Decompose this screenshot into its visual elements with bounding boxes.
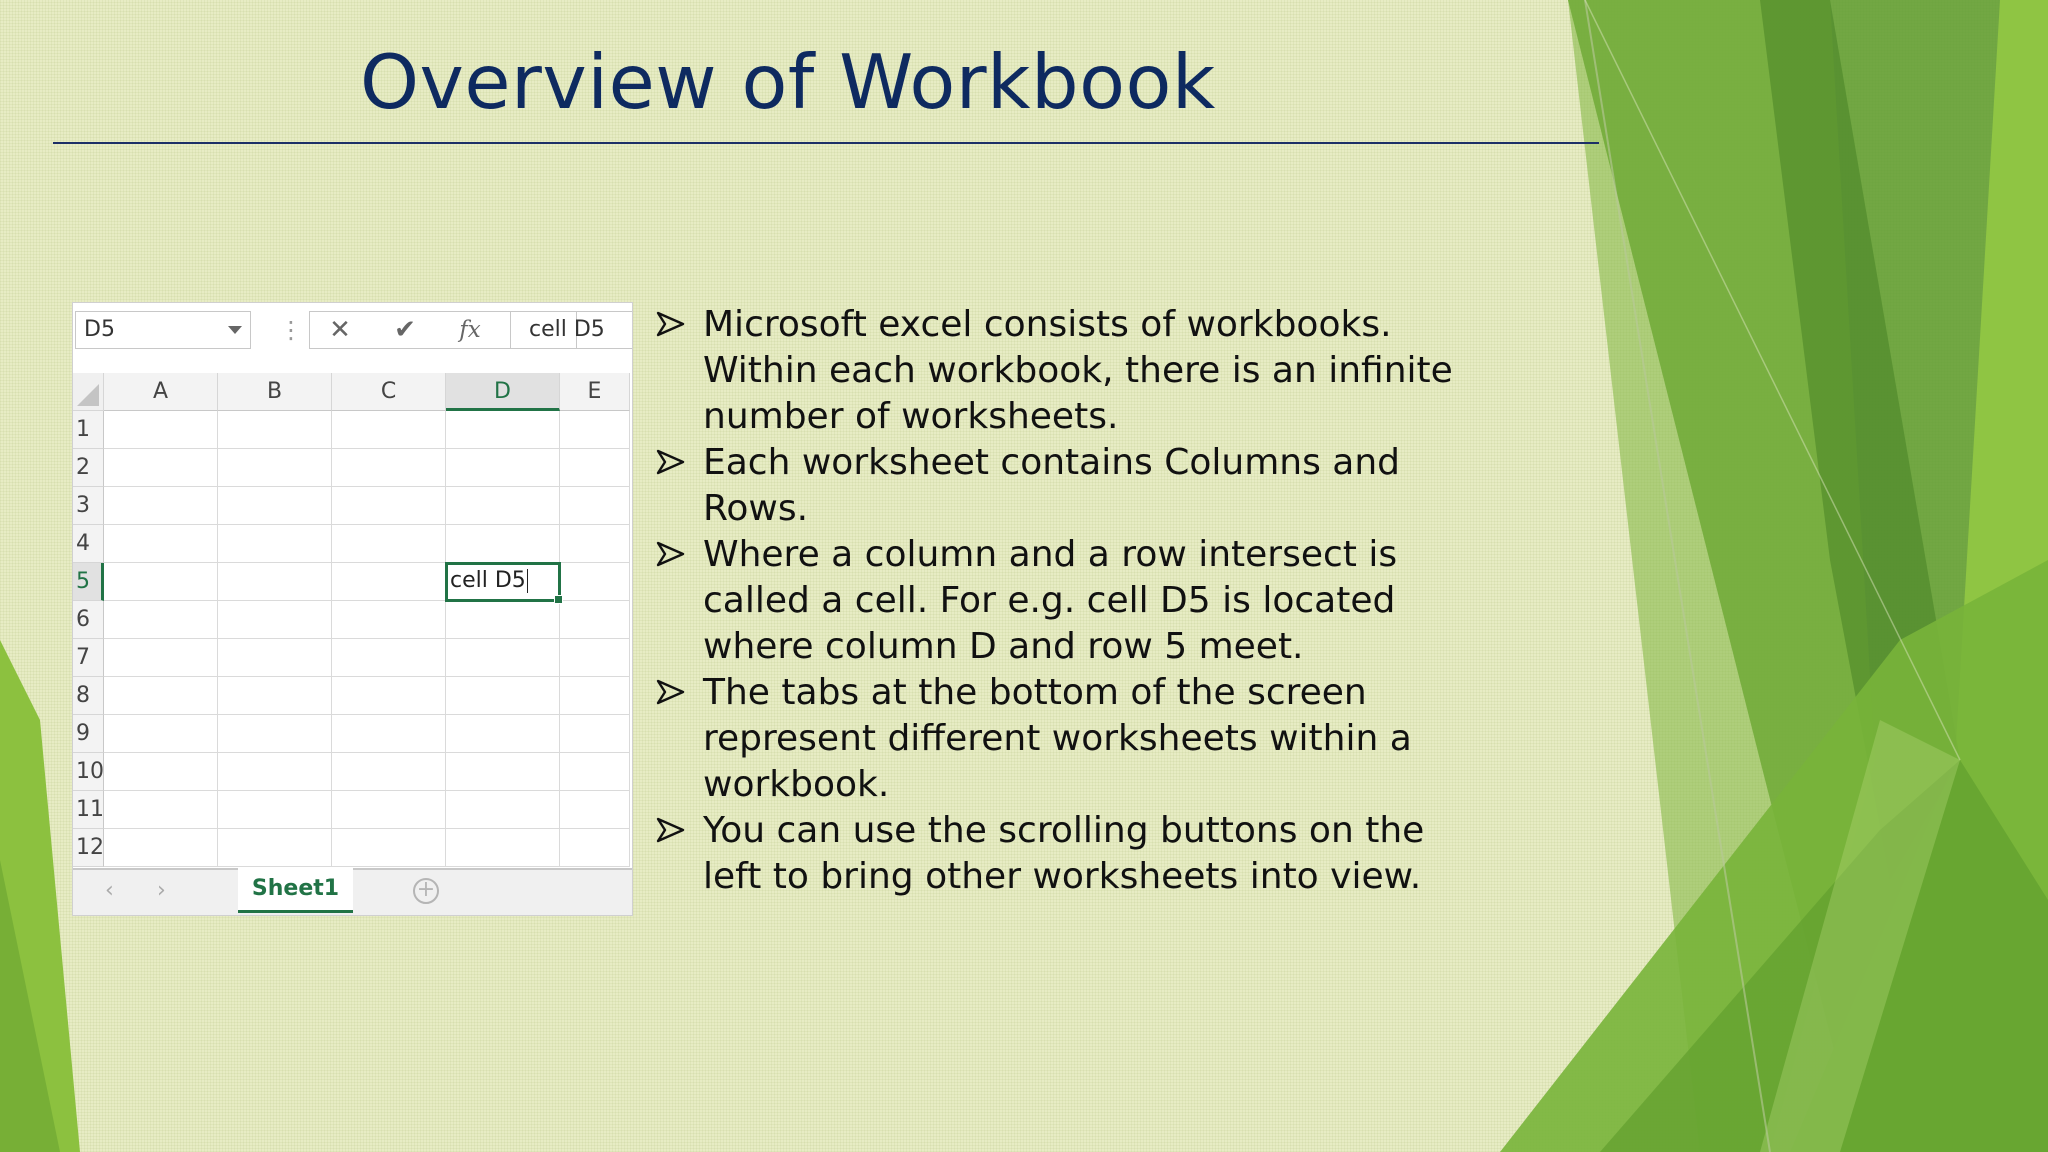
cell-b8[interactable] bbox=[218, 677, 332, 715]
cell-d2[interactable] bbox=[446, 449, 560, 487]
cell-a2[interactable] bbox=[104, 449, 218, 487]
cell-e3[interactable] bbox=[560, 487, 630, 525]
cell-b9[interactable] bbox=[218, 715, 332, 753]
text-cursor bbox=[527, 569, 528, 593]
cell-e5[interactable] bbox=[560, 563, 630, 601]
formula-bar bbox=[73, 303, 632, 359]
cell-c8[interactable] bbox=[332, 677, 446, 715]
cell-d3[interactable] bbox=[446, 487, 560, 525]
cell-d12[interactable] bbox=[446, 829, 560, 867]
arrow-bullet-icon bbox=[655, 808, 689, 854]
cell-c9[interactable] bbox=[332, 715, 446, 753]
cell-d7[interactable] bbox=[446, 639, 560, 677]
cell-b1[interactable] bbox=[218, 411, 332, 449]
cell-a3[interactable] bbox=[104, 487, 218, 525]
arrow-bullet-icon bbox=[655, 670, 689, 716]
cell-c11[interactable] bbox=[332, 791, 446, 829]
name-box[interactable] bbox=[75, 311, 251, 349]
cell-d10[interactable] bbox=[446, 753, 560, 791]
row-header-5[interactable]: 5 bbox=[73, 563, 104, 601]
cell-b12[interactable] bbox=[218, 829, 332, 867]
row-header-6[interactable]: 6 bbox=[73, 601, 104, 639]
cell-d4[interactable] bbox=[446, 525, 560, 563]
select-all-icon bbox=[77, 384, 99, 406]
cell-d6[interactable] bbox=[446, 601, 560, 639]
cell-b11[interactable] bbox=[218, 791, 332, 829]
cell-b6[interactable] bbox=[218, 601, 332, 639]
cell-b3[interactable] bbox=[218, 487, 332, 525]
cancel-icon[interactable]: ✕ bbox=[329, 315, 351, 345]
bullet-item bbox=[655, 440, 1455, 532]
slide-title: Overview of Workbook bbox=[360, 38, 1216, 126]
bullet-list bbox=[655, 302, 1455, 900]
cell-a10[interactable] bbox=[104, 753, 218, 791]
cell-b5[interactable] bbox=[218, 563, 332, 601]
dropdown-arrow-icon[interactable] bbox=[228, 326, 242, 334]
column-header-b[interactable]: B bbox=[218, 373, 332, 411]
cell-c10[interactable] bbox=[332, 753, 446, 791]
column-header-d[interactable]: D bbox=[446, 373, 560, 411]
cell-b2[interactable] bbox=[218, 449, 332, 487]
cell-e1[interactable] bbox=[560, 411, 630, 449]
row-header-7[interactable]: 7 bbox=[73, 639, 104, 677]
cell-d9[interactable] bbox=[446, 715, 560, 753]
cell-d1[interactable] bbox=[446, 411, 560, 449]
select-all-corner[interactable] bbox=[73, 373, 104, 411]
name-box-value: D5 bbox=[84, 317, 115, 342]
bullet-item bbox=[655, 532, 1455, 670]
bullet-text: The tabs at the bottom of the screen represent different worksheets within a workbook. bbox=[703, 672, 1412, 805]
cell-e6[interactable] bbox=[560, 601, 630, 639]
row-header-12[interactable]: 12 bbox=[73, 829, 104, 867]
cell-a8[interactable] bbox=[104, 677, 218, 715]
active-cell-value: cell D5 bbox=[450, 568, 526, 593]
cell-e11[interactable] bbox=[560, 791, 630, 829]
bullet-text: Each worksheet contains Columns and Rows. bbox=[703, 442, 1401, 529]
cell-d5[interactable] bbox=[445, 562, 561, 602]
excel-screenshot bbox=[72, 302, 633, 916]
cell-d11[interactable] bbox=[446, 791, 560, 829]
cell-a12[interactable] bbox=[104, 829, 218, 867]
cell-e2[interactable] bbox=[560, 449, 630, 487]
row-header-11[interactable]: 11 bbox=[73, 791, 104, 829]
cell-a6[interactable] bbox=[104, 601, 218, 639]
cell-a7[interactable] bbox=[104, 639, 218, 677]
bullet-item bbox=[655, 808, 1455, 900]
cell-a4[interactable] bbox=[104, 525, 218, 563]
sheet-tab-bar bbox=[73, 868, 632, 915]
cell-a5[interactable] bbox=[104, 563, 218, 601]
row-header-4[interactable]: 4 bbox=[73, 525, 104, 563]
cell-b10[interactable] bbox=[218, 753, 332, 791]
cell-c3[interactable] bbox=[332, 487, 446, 525]
bullet-item bbox=[655, 302, 1455, 440]
fill-handle[interactable] bbox=[554, 595, 563, 604]
bullet-text: You can use the scrolling buttons on the left to bring other worksheets into view. bbox=[703, 810, 1425, 897]
cell-e4[interactable] bbox=[560, 525, 630, 563]
enter-icon[interactable]: ✔ bbox=[394, 315, 416, 345]
cell-c5[interactable] bbox=[332, 563, 446, 601]
cell-c4[interactable] bbox=[332, 525, 446, 563]
cell-c7[interactable] bbox=[332, 639, 446, 677]
cell-b4[interactable] bbox=[218, 525, 332, 563]
sheet-tab[interactable]: Sheet1 bbox=[238, 868, 353, 913]
row-header-1[interactable]: 1 bbox=[73, 411, 104, 449]
function-icon[interactable]: fx bbox=[459, 317, 481, 343]
cell-e10[interactable] bbox=[560, 753, 630, 791]
arrow-bullet-icon bbox=[655, 302, 689, 348]
row-header-2[interactable]: 2 bbox=[73, 449, 104, 487]
column-header-a[interactable]: A bbox=[104, 373, 218, 411]
cell-e12[interactable] bbox=[560, 829, 630, 867]
bullet-text: Microsoft excel consists of workbooks. Within each workbook, there is an infinite number of worksheets. bbox=[703, 304, 1453, 437]
add-sheet-icon[interactable]: + bbox=[413, 878, 439, 904]
cell-c6[interactable] bbox=[332, 601, 446, 639]
cell-a9[interactable] bbox=[104, 715, 218, 753]
bullet-text: Where a column and a row intersect is called a cell. For e.g. cell D5 is located where column D and row 5 meet. bbox=[703, 534, 1398, 667]
formula-input[interactable]: cell D5 bbox=[510, 311, 633, 349]
cell-e9[interactable] bbox=[560, 715, 630, 753]
row-header-10[interactable]: 10 bbox=[73, 753, 104, 791]
title-divider bbox=[53, 142, 1599, 144]
cell-a1[interactable] bbox=[104, 411, 218, 449]
cell-e7[interactable] bbox=[560, 639, 630, 677]
scroll-left-icon[interactable]: ‹ bbox=[105, 878, 114, 903]
row-header-3[interactable]: 3 bbox=[73, 487, 104, 525]
arrow-bullet-icon bbox=[655, 440, 689, 486]
cell-c1[interactable] bbox=[332, 411, 446, 449]
arrow-bullet-icon bbox=[655, 532, 689, 578]
vertical-ellipsis-icon[interactable]: ⋮ bbox=[279, 316, 303, 344]
bullet-item bbox=[655, 670, 1455, 808]
row-header-9[interactable]: 9 bbox=[73, 715, 104, 753]
cell-a11[interactable] bbox=[104, 791, 218, 829]
row-header-8[interactable]: 8 bbox=[73, 677, 104, 715]
column-header-c[interactable]: C bbox=[332, 373, 446, 411]
cell-c2[interactable] bbox=[332, 449, 446, 487]
cell-c12[interactable] bbox=[332, 829, 446, 867]
column-header-e[interactable]: E bbox=[560, 373, 630, 411]
cell-b7[interactable] bbox=[218, 639, 332, 677]
scroll-right-icon[interactable]: › bbox=[157, 878, 166, 903]
cell-d8[interactable] bbox=[446, 677, 560, 715]
cell-e8[interactable] bbox=[560, 677, 630, 715]
